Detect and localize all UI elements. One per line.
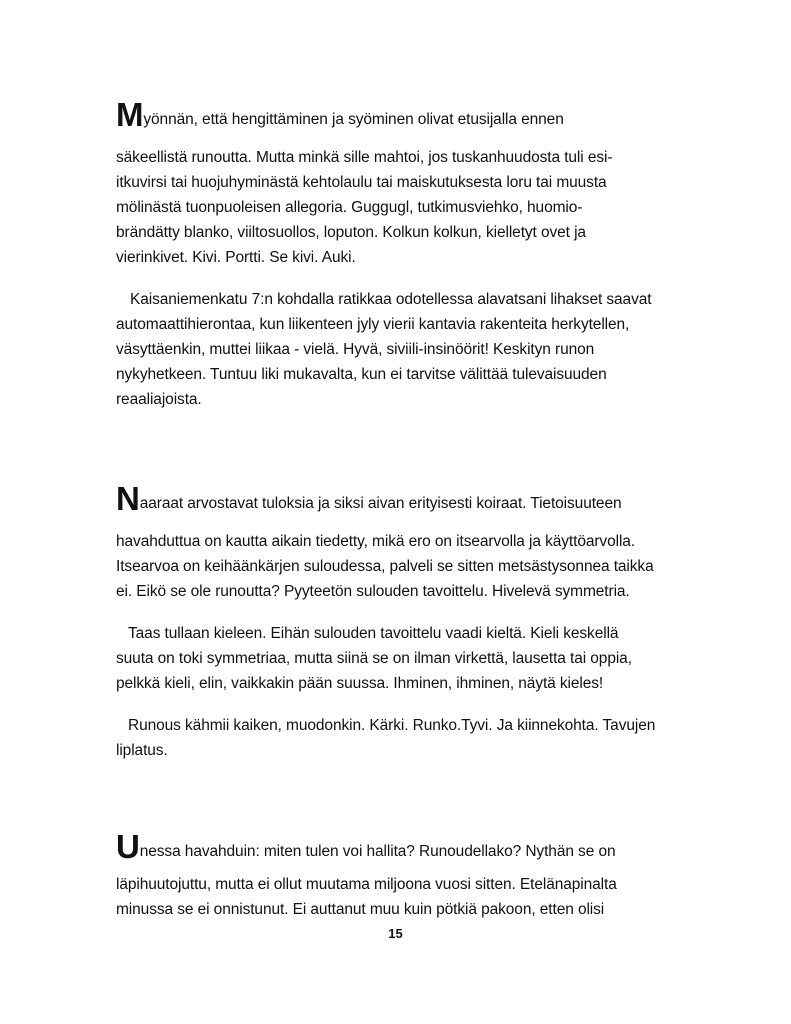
paragraph-line: Itsearvoa on keihäänkärjen suloudessa, palveli se sitten metsästysonnea taikka <box>116 558 654 575</box>
paragraph-line: väsyttäenkin, muttei liikaa - vielä. Hyvä, siviili-insinöörit! Keskityn runon <box>116 341 595 358</box>
paragraph-line: mölinästä tuonpuoleisen allegoria. Guggugl, tutkimusviehko, huomio- <box>116 199 583 216</box>
paragraph-line: liplatus. <box>116 742 168 759</box>
paragraph-line: reaaliajoista. <box>116 391 202 408</box>
paragraph-line: itkuvirsi tai huojuhyminästä kehtolaulu tai maiskutuksesta loru tai muusta <box>116 174 607 191</box>
paragraph-line: automaattihierontaa, kun liikenteen jyly vierii kantavia rakenteita herkytellen, <box>116 316 630 333</box>
paragraph-line: läpihuutojuttu, mutta ei ollut muutama miljoona vuosi sitten. Etelänapinalta <box>116 876 617 893</box>
section2-line-0 <box>116 480 622 517</box>
paragraph-line: Runous kähmii kaiken, muodonkin. Kärki. Runko.Tyvi. Ja kiinnekohta. Tavujen <box>128 717 656 734</box>
section1-line-0 <box>116 96 564 133</box>
paragraph-line: säkeellistä runoutta. Mutta minkä sille mahtoi, jos tuskanhuudosta tuli esi- <box>116 149 613 166</box>
paragraph-line: nykyhetkeen. Tuntuu liki mukavalta, kun ei tarvitse välittää tulevaisuuden <box>116 366 607 383</box>
paragraph-line: ei. Eikö se ole runoutta? Pyyteetön sulouden tavoittelu. Hivelevä symmetria. <box>116 583 630 600</box>
drop-cap: U <box>116 828 140 865</box>
paragraph-line: pelkkä kieli, elin, vaikkakin pään suussa. Ihminen, ihminen, näytä kieles! <box>116 675 604 692</box>
paragraph-line: Kaisaniemenkatu 7:n kohdalla ratikkaa odotellessa alavatsani lihakset saavat <box>130 291 652 308</box>
paragraph-line: nessa havahduin: miten tulen voi hallita? Runoudellako? Nythän se on <box>139 843 616 860</box>
drop-cap: M <box>116 96 144 133</box>
paragraph-line: Taas tullaan kieleen. Eihän sulouden tavoittelu vaadi kieltä. Kieli keskellä <box>128 625 619 642</box>
page-number: 15 <box>388 926 403 941</box>
paragraph-line: suuta on toki symmetriaa, mutta siinä se on ilman virkettä, lausetta tai oppia, <box>116 650 632 667</box>
paragraph-line: aaraat arvostavat tuloksia ja siksi aivan erityisesti koiraat. Tietoisuuteen <box>139 495 622 512</box>
drop-cap: N <box>116 480 140 517</box>
paragraph-line: vierinkivet. Kivi. Portti. Se kivi. Auki. <box>116 249 356 266</box>
paragraph-line: havahduttua on kautta aikain tiedetty, mikä ero on itsearvolla ja käyttöarvolla. <box>116 533 636 550</box>
section3-line-0 <box>116 828 616 865</box>
paragraph-line: brändätty blanko, viiltosuollos, loputon. Kolkun kolkun, kielletyt ovet ja <box>116 224 586 241</box>
paragraph-line: yönnän, että hengittäminen ja syöminen olivat etusijalla ennen <box>143 111 564 128</box>
paragraph-line: minussa se ei onnistunut. Ei auttanut muu kuin pötkiä pakoon, etten olisi <box>116 901 605 918</box>
